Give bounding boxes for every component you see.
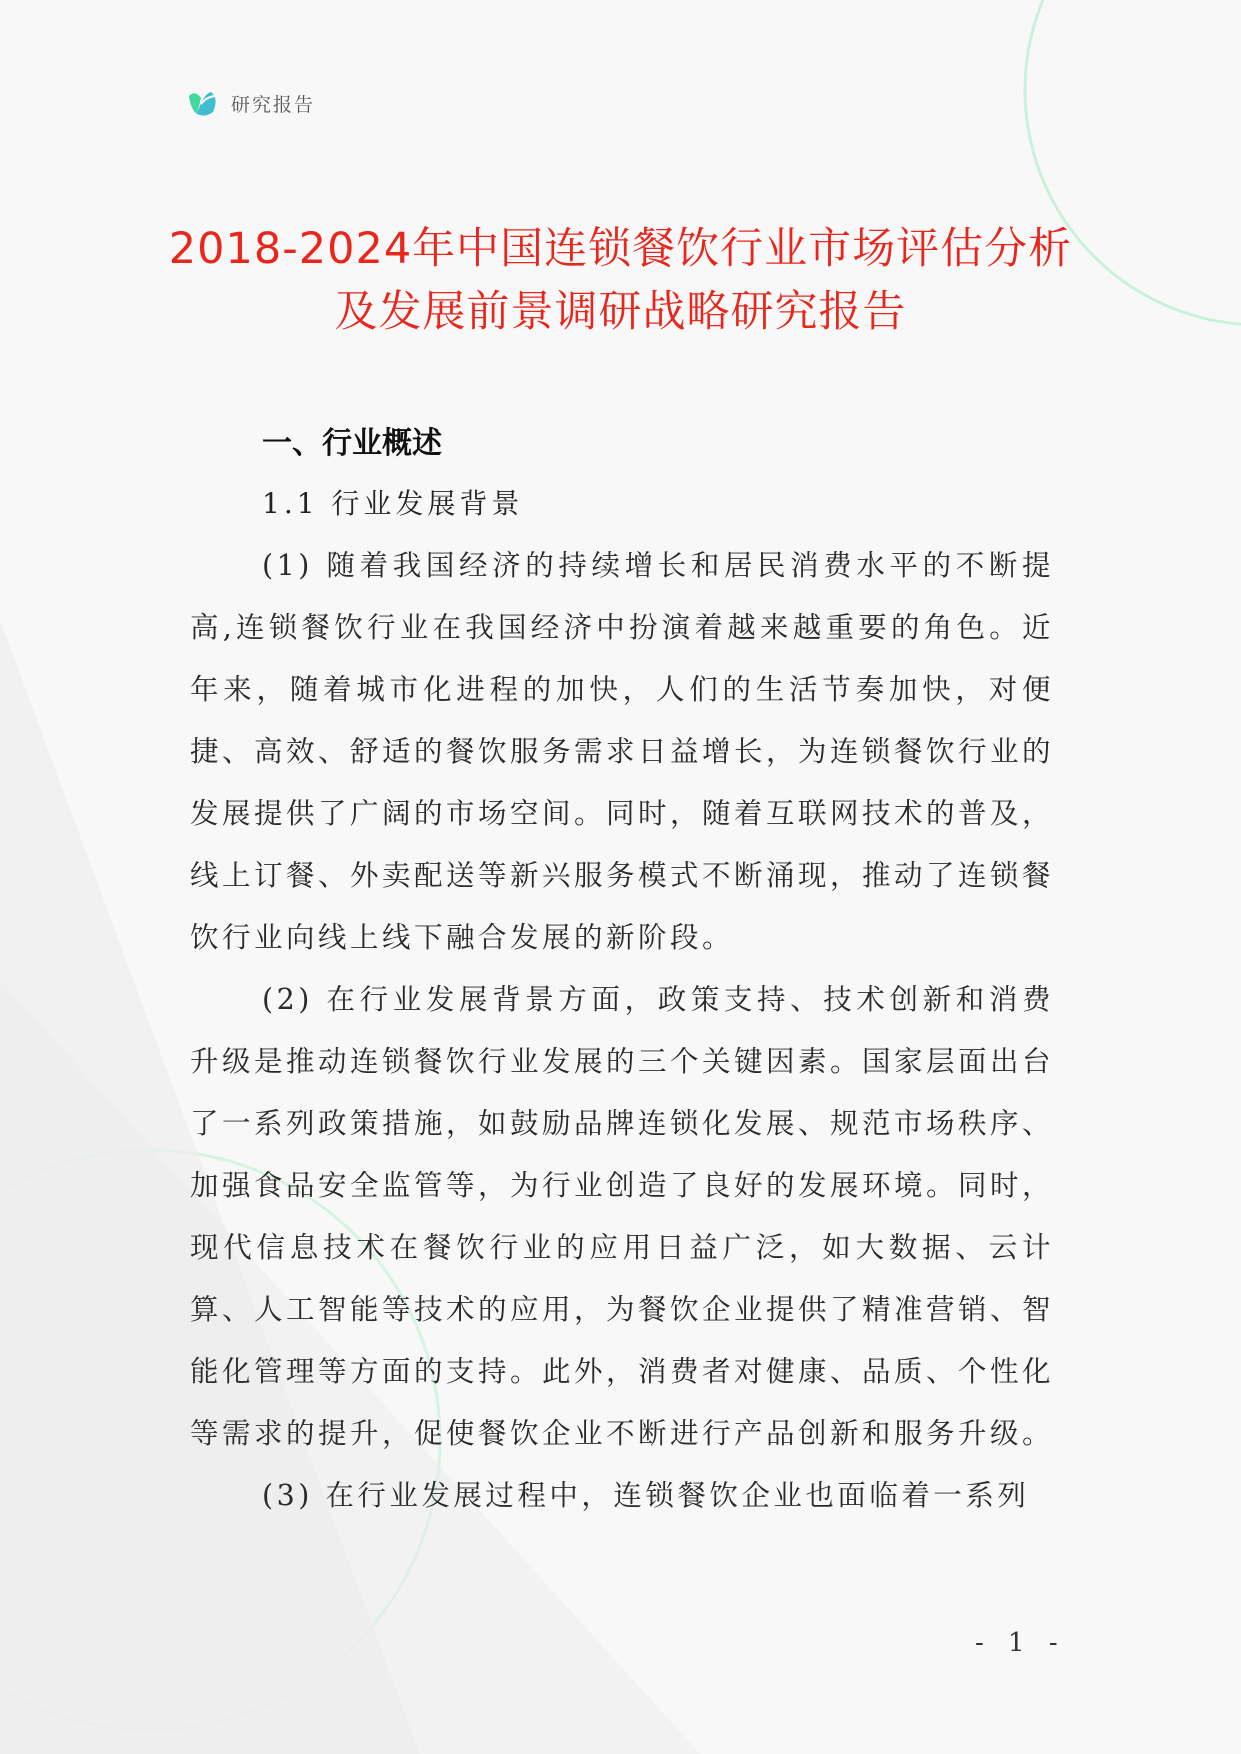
report-title: 2018-2024年中国连锁餐饮行业市场评估分析及发展前景调研战略研究报告	[168, 224, 1073, 337]
leaf-logo-icon	[187, 88, 221, 118]
page-number: - 1 -	[975, 1628, 1066, 1658]
brand-label: 研究报告	[231, 93, 316, 116]
report-body	[190, 415, 1054, 1527]
paragraph-1: (1) 随着我国经济的持续增长和居民消费水平的不断提高,连锁餐饮行业在我国经济中扮演着越来越重要的角色。近年来，随着城市化进程的加快，人们的生活节奏加快，对便捷、高效、舒适的餐饮服务需求日益增长，为连锁餐饮行业的发展提供了广阔的市场空间。同时，随着互联网技术的普及，线上订餐、外卖配送等新兴服务模式不断涌现，推动了连锁餐饮行业向线上线下融合发展的新阶段。	[190, 549, 1055, 954]
paragraph-3: (3) 在行业发展过程中，连锁餐饮企业也面临着一系列	[262, 1479, 1030, 1512]
paragraph-2: (2) 在行业发展背景方面，政策支持、技术创新和消费升级是推动连锁餐饮行业发展的三个关键因素。国家层面出台了一系列政策措施，如鼓励品牌连锁化发展、规范市场秩序、加强食品安全监管等，为行业创造了良好的发展环境。同时，现代信息技术在餐饮行业的应用日益广泛，如大数据、云计算、人工智能等技术的应用，为餐饮企业提供了精准营销、智能化管理等方面的支持。此外，消费者对健康、品质、个性化等需求的提升，促使餐饮企业不断进行产品创新和服务升级。	[190, 983, 1055, 1450]
section-heading: 一、行业概述	[262, 426, 442, 461]
header-brand	[187, 88, 315, 118]
subsection-heading: 1.1 行业发展背景	[262, 487, 524, 520]
